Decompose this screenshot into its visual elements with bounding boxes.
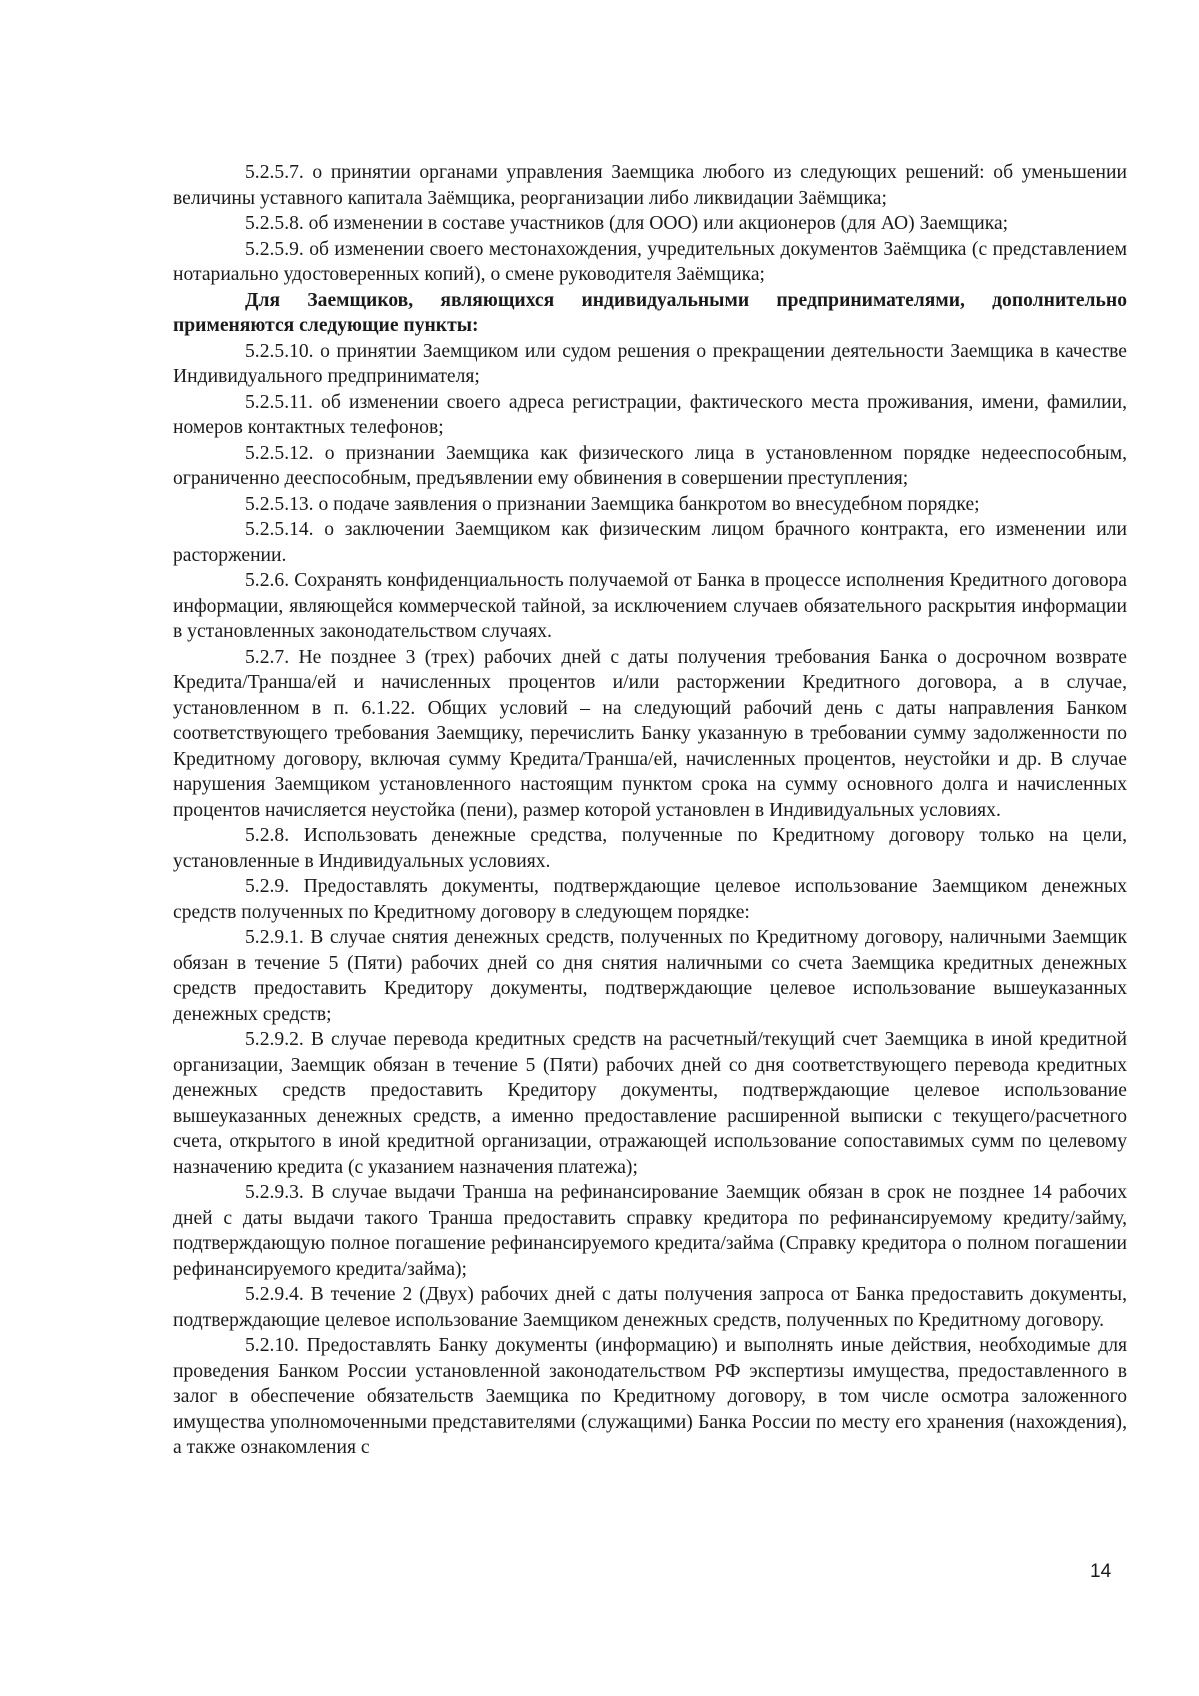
clause-5-2-5-11: 5.2.5.11. об изменении своего адреса регистрации, фактического места проживания, имени, фамилии, номеров контактных телефонов; <box>173 391 1127 438</box>
clause-5-2-5-12: 5.2.5.12. о признании Заемщика как физического лица в установленном порядке недееспособным, ограниченно дееспособным, предъявлении ему обвинения в совершении преступления; <box>173 442 1127 489</box>
clause-5-2-9-3: 5.2.9.3. В случае выдачи Транша на рефинансирование Заемщик обязан в срок не позднее 14 рабочих дней с даты выдачи такого Транша предоставить справку кредитора по рефинансируемому кредиту/займу, подтверждающую полное погашение рефинансируемого кредита/займа (Справку кредитора о полном погашении рефинансируемого кредита/займа); <box>173 1182 1127 1280</box>
clause-5-2-5-13: 5.2.5.13. о подаче заявления о признании Заемщика банкротом во внесудебном порядке; <box>245 493 980 515</box>
document-body <box>173 160 1127 1461</box>
clause-5-2-5-10: 5.2.5.10. о принятии Заемщиком или судом решения о прекращении деятельности Заемщика в качестве Индивидуального предпринимателя; <box>173 340 1127 387</box>
clause-5-2-9: 5.2.9. Предоставлять документы, подтверждающие целевое использование Заемщиком денежных средств полученных по Кредитному договору в следующем порядке: <box>173 876 1127 923</box>
clause-5-2-5-14: 5.2.5.14. о заключении Заемщиком как физическим лицом брачного контракта, его изменении или расторжении. <box>173 519 1127 566</box>
clause-5-2-9-4: 5.2.9.4. В течение 2 (Двух) рабочих дней с даты получения запроса от Банка предоставить документы, подтверждающие целевое использование Заемщиком денежных средств, полученных по Кредитному договору. <box>173 1284 1127 1331</box>
page-number: 14 <box>1090 1561 1112 1582</box>
clause-5-2-8: 5.2.8. Использовать денежные средства, полученные по Кредитному договору только на цели, установленные в Индивидуальных условиях. <box>173 825 1127 872</box>
clause-5-2-10: 5.2.10. Предоставлять Банку документы (информацию) и выполнять иные действия, необходимые для проведения Банком России установленной законодательством РФ экспертизы имущества, предоставленного в залог в обеспечение обязательств Заемщика по Кредитному договору, в том числе осмотра заложенного имущества уполномоченными представителями (служащими) Банка России по месту его хранения (нахождения), а также ознакомления с <box>173 1335 1127 1458</box>
clause-5-2-9-2: 5.2.9.2. В случае перевода кредитных средств на расчетный/текущий счет Заемщика в иной кредитной организации, Заемщик обязан в течение 5 (Пяти) рабочих дней со дня соответствующего перевода кредитных денежных средств предоставить Кредитору документы, подтверждающие целевое использование вышеуказанных денежных средств, а именно предоставление расширенной выписки с текущего/расчетного счета, открытого в иной кредитной организации, отражающей использование сопоставимых сумм по целевому назначению кредита (с указанием назначения платежа); <box>173 1029 1127 1178</box>
clause-5-2-7: 5.2.7. Не позднее 3 (трех) рабочих дней с даты получения требования Банка о досрочном возврате Кредита/Транша/ей и начисленных процентов и/или расторжении Кредитного договора, а в случае, установленном в п. 6.1.22. Общих условий – на следующий рабочий день с даты направления Банком соответствующего требования Заемщику, перечислить Банку указанную в требовании сумму задолженности по Кредитному договору, включая сумму Кредита/Транша/ей, начисленных процентов, неустойки и др. В случае нарушения Заемщиком установленного настоящим пунктом срока на сумму основного долга и начисленных процентов начисляется неустойка (пени), размер которой установлен в Индивидуальных условиях. <box>173 646 1127 821</box>
clause-5-2-6: 5.2.6. Сохранять конфиденциальность получаемой от Банка в процессе исполнения Кредитного договора информации, являющейся коммерческой тайной, за исключением случаев обязательного раскрытия информации в установленных законодательством случаях. <box>173 570 1127 642</box>
clause-5-2-5-9: 5.2.5.9. об изменении своего местонахождения, учредительных документов Заёмщика (с представлением нотариально удостоверенных копий), о смене руководителя Заёмщика; <box>173 238 1127 285</box>
section-heading-individual-entrepreneurs: Для Заемщиков, являющихся индивидуальными предпринимателями, дополнительно применяются следующие пункты: <box>173 289 1127 336</box>
clause-5-2-9-1: 5.2.9.1. В случае снятия денежных средств, полученных по Кредитному договору, наличными Заемщик обязан в течение 5 (Пяти) рабочих дней со дня снятия наличными со счета Заемщика кредитных денежных средств предоставить Кредитору документы, подтверждающие целевое использование вышеуказанных денежных средств; <box>173 927 1127 1025</box>
clause-5-2-5-7: 5.2.5.7. о принятии органами управления Заемщика любого из следующих решений: об уменьшении величины уставного капитала Заёмщика, реорганизации либо ликвидации Заёмщика; <box>173 162 1127 209</box>
clause-5-2-5-8: 5.2.5.8. об изменении в составе участников (для ООО) или акционеров (для АО) Заемщика; <box>245 213 1009 234</box>
